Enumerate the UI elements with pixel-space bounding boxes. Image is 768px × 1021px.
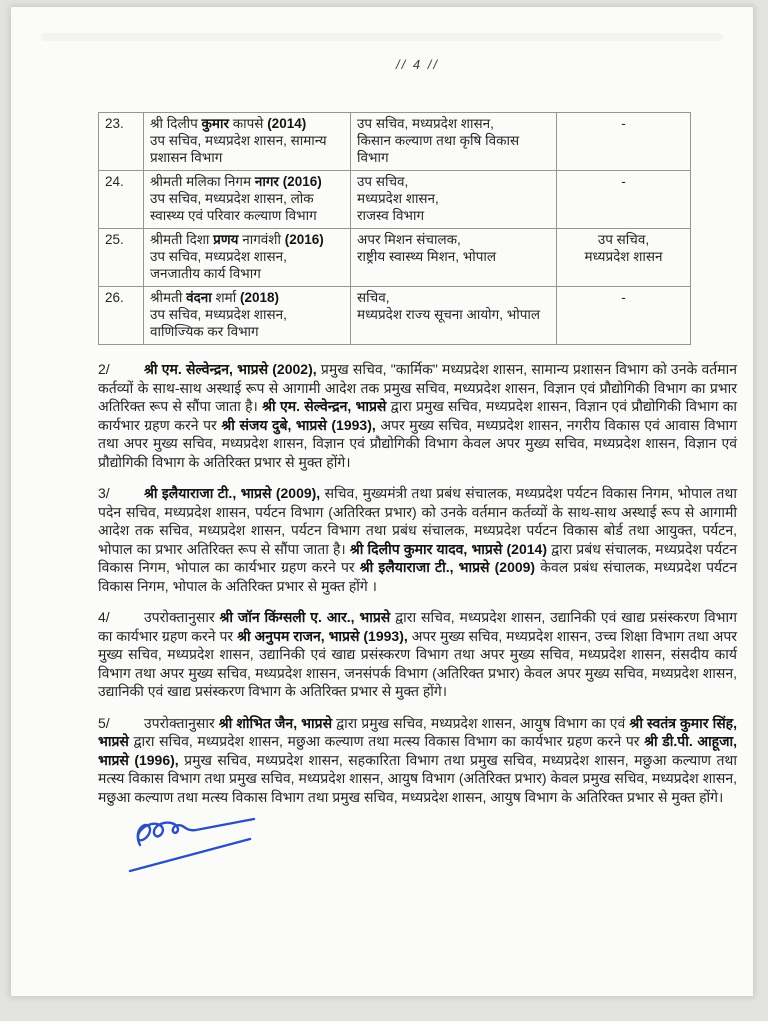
paragraph-number: 4/	[98, 609, 110, 625]
bold-text-run: (2018)	[240, 290, 280, 305]
table-row	[99, 229, 691, 287]
posting-cell	[351, 287, 557, 345]
text-run: द्वारा प्रमुख सचिव, मध्यप्रदेश शासन, विज्ञान एवं प्रौद्योगिकी विभाग का कार्यभार ग्रहण करने पर	[98, 398, 737, 433]
text-run: श्री दिलीप	[150, 116, 202, 131]
cell-line: राजस्व विभाग	[357, 208, 425, 223]
bold-text-run: प्रणय	[213, 232, 239, 247]
cell-line: -	[621, 290, 626, 305]
bold-text-run: श्री डी.पी. आहूजा, भाप्रसे (1996),	[98, 733, 737, 768]
cell-line	[150, 265, 344, 282]
officer-table	[98, 112, 691, 345]
text-run: अपर मुख्य सचिव, मध्यप्रदेश शासन, नगरीय विकास एवं आवास विभाग तथा अपर मुख्य सचिव, मध्यप्रदेश शासन, विज्ञान एवं प्रौद्योगिकी विभाग केवल अपर मुख्य सचिव, मध्यप्रदेश शासन, विज्ञान एवं प्रौद्योगिकी विभाग के अतिरिक्त प्रभार से मुक्त होंगे।	[98, 416, 737, 470]
remark-cell	[557, 113, 691, 171]
text-run: उप सचिव, मध्यप्रदेश शासन, लोक	[150, 191, 314, 206]
text-run: अपर मुख्य सचिव, मध्यप्रदेश शासन, उच्च शिक्षा विभाग तथा अपर मुख्य सचिव, मध्यप्रदेश शासन, उद्यानिकी एवं खाद्य प्रसंस्करण विभाग तथा अपर मुख्य सचिव, मध्यप्रदेश शासन, संसदीय कार्य विभाग तथा अपर मुख्य सचिव, मध्यप्रदेश शासन, जनसंपर्क विभाग (अतिरिक्त प्रभार) केवल अपर मुख्य सचिव, मध्यप्रदेश शासन, उद्यानिकी एवं खाद्य प्रसंस्करण विभाग के अतिरिक्त प्रभार से मुक्त होंगे।	[98, 627, 737, 699]
cell-line	[150, 190, 344, 207]
text-run: श्रीमती दिशा	[150, 232, 214, 247]
text-run: श्रीमती मलिका निगम	[150, 174, 255, 189]
text-run: प्रशासन विभाग	[150, 150, 223, 165]
posting-cell	[351, 113, 557, 171]
serial-cell: 26.	[99, 287, 144, 345]
officer-table-body	[99, 113, 691, 345]
cell-line: मध्यप्रदेश राज्य सूचना आयोग, भोपाल	[357, 307, 541, 322]
cell-line	[150, 149, 344, 166]
bold-text-run: श्री एम. सेल्वेन्द्रन, भाप्रसे	[262, 398, 387, 414]
page-content	[98, 7, 737, 996]
paragraph-number: 2/	[98, 361, 110, 377]
text-run: उप सचिव, मध्यप्रदेश शासन,	[150, 249, 287, 264]
cell-line	[150, 289, 344, 306]
cell-line: अपर मिशन संचालक,	[357, 232, 461, 247]
text-run: द्वारा सचिव, मध्यप्रदेश शासन, मछुआ कल्याण तथा मत्स्य विकास विभाग का कार्यभार ग्रहण करने पर	[128, 733, 645, 749]
officer-cell	[144, 171, 351, 229]
order-paragraph	[98, 484, 737, 595]
cell-line: उप सचिव, मध्यप्रदेश शासन,	[357, 116, 494, 131]
bold-text-run: श्री शोभित जैन, भाप्रसे	[218, 714, 333, 731]
bold-text-run: श्री संजय दुबे, भाप्रसे (1993),	[221, 416, 376, 433]
text-run: प्रमुख सचिव, "कार्मिक" मध्यप्रदेश शासन, सामान्य प्रशासन विभाग को उनके वर्तमान कर्तव्यों के साथ-साथ अस्थाई रूप से आगामी आदेश तक प्रमुख सचिव, मध्यप्रदेश शासन, विज्ञान एवं प्रौद्योगिकी विभाग का प्रभार अतिरिक्त रूप से सौंपा जाता है।	[98, 361, 737, 414]
order-paragraphs	[98, 360, 737, 806]
page-number: // 4 //	[396, 57, 439, 72]
scanned-page	[10, 6, 754, 997]
serial-cell: 25.	[99, 229, 144, 287]
cell-line	[150, 248, 344, 265]
cell-line: मध्यप्रदेश शासन,	[357, 191, 439, 206]
bold-text-run: श्री दिलीप कुमार यादव, भाप्रसे (2014)	[349, 540, 547, 557]
bold-text-run: श्री स्वतंत्र कुमार सिंह, भाप्रसे	[98, 714, 738, 749]
bold-text-run: कुमार	[201, 116, 230, 131]
cell-line: राष्ट्रीय स्वास्थ्य मिशन, भोपाल	[357, 249, 497, 264]
text-run: द्वारा प्रबंध संचालक, मध्यप्रदेश पर्यटन विकास निगम, भोपाल का कार्यभार ग्रहण करने पर	[98, 540, 738, 575]
cell-line	[150, 132, 344, 149]
text-run: द्वारा सचिव, मध्यप्रदेश शासन, उद्यानिकी एवं खाद्य प्रसंस्करण विभाग का कार्यभार ग्रहण करने पर	[98, 609, 738, 644]
text-run: द्वारा प्रमुख सचिव, मध्यप्रदेश शासन, आयुष विभाग का एवं	[332, 714, 630, 731]
bold-text-run: श्री अनुपम राजन, भाप्रसे (1993),	[237, 627, 408, 644]
cell-line	[150, 323, 344, 340]
remark-cell	[557, 287, 691, 345]
cell-line: उप सचिव,	[357, 174, 409, 189]
text-run: उपरोक्तानुसार	[144, 609, 220, 625]
cell-line: -	[621, 174, 626, 189]
posting-cell	[351, 171, 557, 229]
bold-text-run: श्री इलैयाराजा टी., भाप्रसे (2009),	[144, 485, 321, 501]
text-run: उप सचिव, मध्यप्रदेश शासन,	[150, 307, 287, 322]
text-run: सचिव, मुख्यमंत्री तथा प्रबंध संचालक, मध्यप्रदेश पर्यटन विकास निगम, भोपाल तथा पदेन सचिव, मध्यप्रदेश शासन, पर्यटन विभाग (अतिरिक्त प्रभार) को उनके वर्तमान कर्तव्यों के साथ-साथ अस्थाई रूप से आगामी आदेश तक सचिव, मध्यप्रदेश शासन, पर्यटन विभाग तथा प्रबंध संचालक, मध्यप्रदेश पर्यटन विकास बोर्ड तथा आयुक्त, पर्यटन, भोपाल का प्रभार अतिरिक्त रूप से सौंपा जाता है।	[98, 485, 737, 557]
order-paragraph	[98, 714, 737, 807]
text-run: शर्मा	[211, 290, 241, 305]
bold-text-run: वंदना	[186, 290, 212, 305]
cell-line: सचिव,	[357, 290, 390, 305]
table-row	[99, 113, 691, 171]
text-run: स्वास्थ्य एवं परिवार कल्याण विभाग	[150, 208, 317, 223]
officer-cell	[144, 113, 351, 171]
text-run: उप सचिव, मध्यप्रदेश शासन, सामान्य	[150, 133, 327, 148]
cell-line: विभाग	[357, 150, 389, 165]
bold-text-run: श्री जॉन किंग्सली ए. आर., भाप्रसे	[219, 609, 391, 625]
officer-cell	[144, 287, 351, 345]
cell-line	[150, 207, 344, 224]
cell-line: मध्यप्रदेश शासन	[584, 249, 663, 264]
remark-cell	[557, 171, 691, 229]
paragraph-number: 5/	[98, 714, 110, 731]
cell-line	[150, 231, 344, 248]
order-paragraph	[98, 608, 737, 701]
signature	[126, 815, 316, 877]
serial-cell: 23.	[99, 113, 144, 171]
order-paragraph	[98, 360, 737, 471]
cell-line: उप सचिव,	[597, 232, 650, 247]
text-run: केवल प्रबंध संचालक, मध्यप्रदेश पर्यटन विकास निगम, भोपाल के अतिरिक्त प्रभार से मुक्त होंगे ।	[98, 559, 738, 594]
text-run: उपरोक्तानुसार	[144, 714, 219, 731]
text-run: कापसे	[229, 116, 268, 131]
text-run: जनजातीय कार्य विभाग	[150, 266, 261, 281]
bold-text-run: श्री एम. सेल्वेन्द्रन, भाप्रसे (2002),	[144, 361, 317, 377]
cell-line	[150, 306, 344, 323]
posting-cell	[351, 229, 557, 287]
text-run: नागवंशी	[238, 232, 285, 247]
table-row	[99, 287, 691, 345]
bold-text-run: श्री इलैयाराजा टी., भाप्रसे (2009)	[359, 559, 536, 575]
paragraph-number: 3/	[98, 485, 110, 501]
cell-line: किसान कल्याण तथा कृषि विकास	[357, 133, 520, 148]
text-run: श्रीमती	[150, 290, 187, 305]
cell-line	[150, 115, 344, 132]
cell-line	[150, 173, 344, 190]
bold-text-run: (2014)	[267, 116, 307, 131]
text-run: प्रमुख सचिव, मध्यप्रदेश शासन, सहकारिता विभाग तथा प्रमुख सचिव, मध्यप्रदेश शासन, मछुआ कल्याण तथा मत्स्य विकास विभाग तथा प्रमुख सचिव, मध्यप्रदेश शासन, आयुष विभाग (अतिरिक्त प्रभार) केवल प्रमुख सचिव, मध्यप्रदेश शासन, मछुआ कल्याण तथा मत्स्य विकास विभाग तथा प्रमुख सचिव, मध्यप्रदेश शासन, आयुष विभाग के अतिरिक्त प्रभार से मुक्त होंगे।	[98, 751, 737, 805]
cell-line: -	[621, 116, 626, 131]
remark-cell	[557, 229, 691, 287]
text-run: वाणिज्यिक कर विभाग	[150, 324, 259, 339]
officer-cell	[144, 229, 351, 287]
bold-text-run: (2016)	[284, 232, 324, 247]
serial-cell: 24.	[99, 171, 144, 229]
bold-text-run: नागर (2016)	[254, 174, 322, 189]
table-row	[99, 171, 691, 229]
